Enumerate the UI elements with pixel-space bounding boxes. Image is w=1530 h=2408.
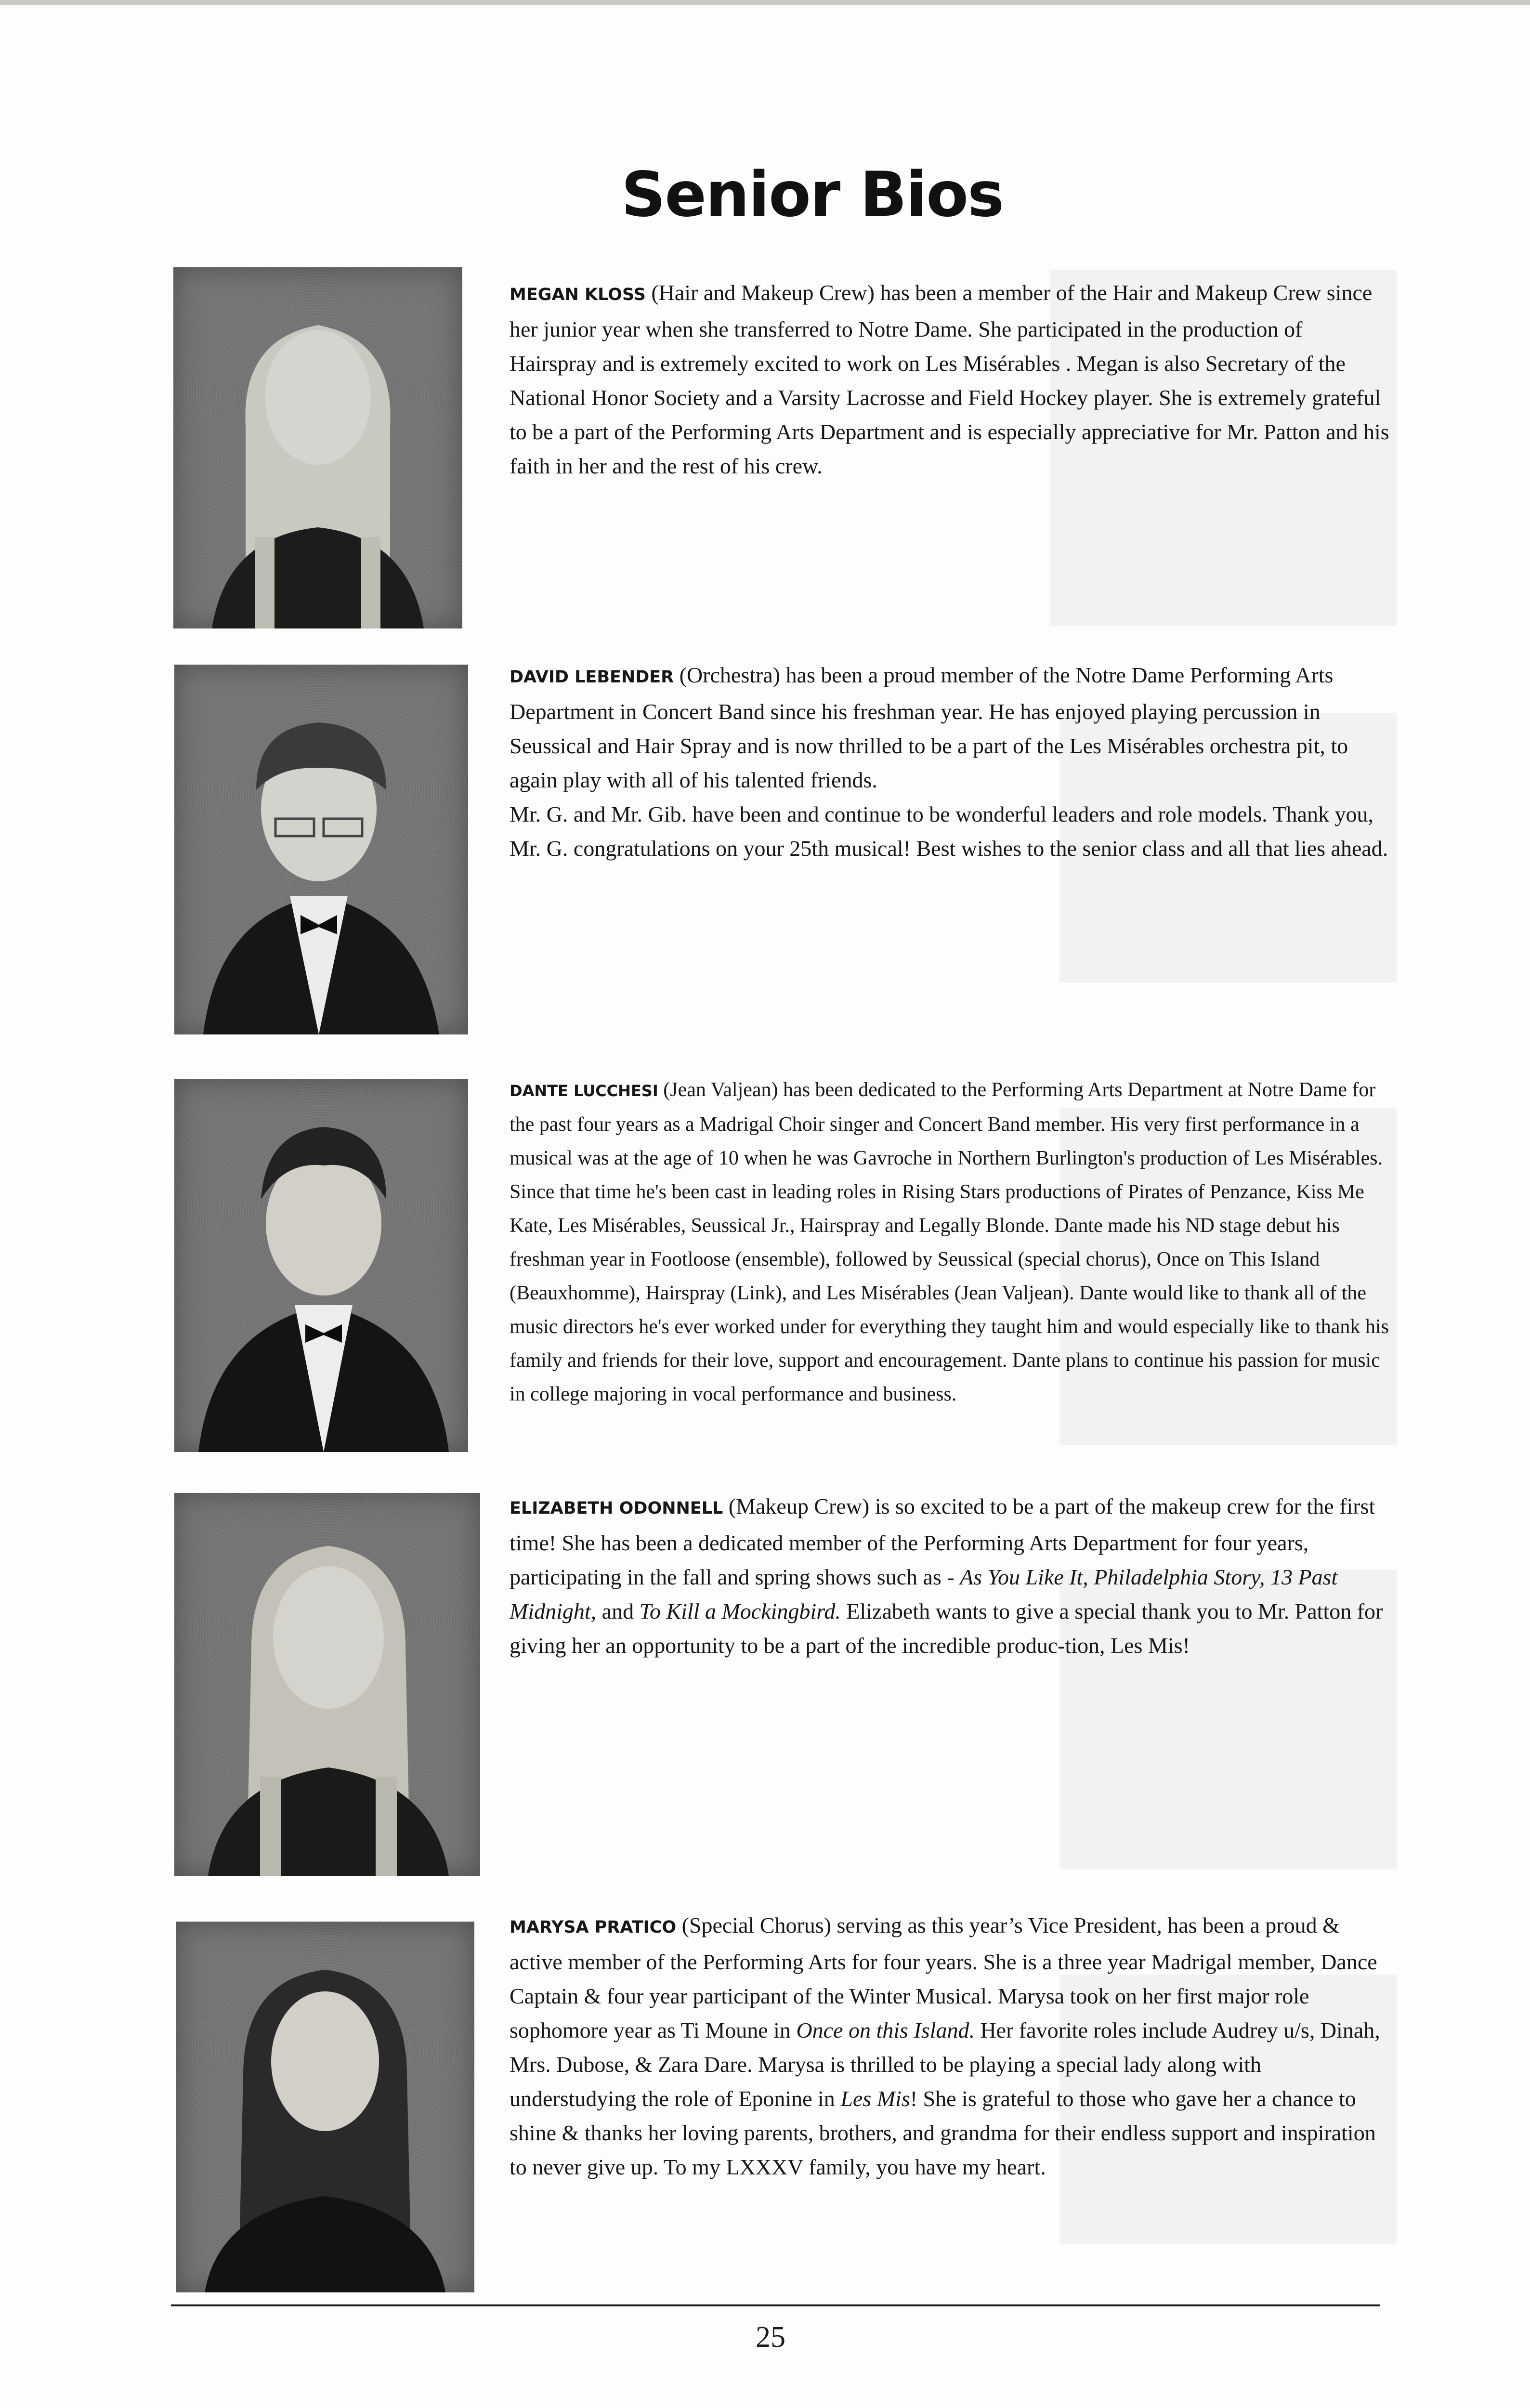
bio-role: (Jean Valjean) — [658, 1079, 778, 1101]
bio-role: (Hair and Makeup Crew) — [645, 280, 875, 305]
bio-paragraph — [510, 658, 1391, 797]
bio-text: and — [596, 1599, 640, 1623]
bio-text: ! She is grateful to those who gave her a chance to shine & thanks her loving parents, brothers, and grandma for their endless support and inspiration to never give up. To my LXXXV family, you have my heart. — [510, 2086, 1376, 2179]
bio-role: (Special Chorus) — [676, 1913, 832, 1937]
portrait-photo-elizabeth-odonnell — [174, 1493, 480, 1876]
portrait-silhouette — [173, 267, 462, 628]
portrait-silhouette — [174, 1493, 480, 1876]
portrait-silhouette — [176, 1922, 474, 2292]
bio-show-title: To Kill a Mockingbird. — [639, 1599, 841, 1623]
portrait-photo-marysa-pratico — [176, 1922, 474, 2292]
page-title: Senior Bios — [621, 159, 1004, 231]
bio-text: has been dedicated to the Performing Arts Department at Notre Dame for the past four years as a Madrigal Choir singer and Concert Band member. His very first performance in a musical was at the age of 10 when he was Gavroche in Northern Burlington's production of Les Misérables. Since that time he's been cast in leading roles in Rising Stars productions of Pirates of Penzance, Kiss Me Kate, Les Misérables, Seussical Jr., Hairspray and Legally Blonde. Dante made his ND stage debut his freshman year in Footloose (ensemble), followed by Seussical (special chorus), Once on This Island (Beauxhomme), Hairspray (Link), and Les Misérables (Jean Valjean). Dante would like to thank all of the music directors he's ever worked under for everything they taught him and would especially like to thank his family and friends for their love, support and encouragement. Dante plans to continue his passion for music in college majoring in vocal performance and business. — [510, 1079, 1389, 1405]
portrait-photo-dante-lucchesi — [174, 1079, 468, 1452]
bio-show-title: Les Mis — [840, 2086, 910, 2111]
bio-text: is so excited to be a part of the makeup crew for the first time! She has been a dedicated member of the Performing Arts Department for four years, participating in the fall and spring shows such as - — [510, 1494, 1375, 1589]
bio-elizabeth-odonnell — [510, 1489, 1391, 1662]
bio-text: serving as this year’s Vice President, has been a proud & active member of the Performing Arts for four years. She is a three year Madrigal member, Dance Captain & four year participant of the Winter Musical. Marysa took on her first major role sophomore year as Ti Moune in — [510, 1913, 1377, 2042]
bio-text: has been a proud member of the Notre Dame Performing Arts Department in Concert Band since his freshman year. He has enjoyed playing percussion in Seussical and Hair Spray and is now thrilled to be a part of the Les Misérables orchestra pit, to again play with all of his talented friends. — [510, 663, 1348, 792]
portrait-silhouette — [174, 665, 468, 1034]
bio-paragraph: Mr. G. and Mr. Gib. have been and continue to be wonderful leaders and role models. Thank you, Mr. G. congratulations on your 25th musical! Best wishes to the senior class and all that lies ahead. — [510, 802, 1388, 861]
bio-name: DANTE LUCCHESI — [510, 1082, 658, 1100]
bio-name: MEGAN KLOSS — [510, 285, 646, 304]
bio-name: MARYSA PRATICO — [510, 1918, 677, 1937]
page-number: 25 — [756, 2321, 785, 2354]
bio-role: (Orchestra) — [674, 663, 781, 687]
portrait-silhouette — [174, 1079, 468, 1452]
bio-name: ELIZABETH ODONNELL — [510, 1499, 723, 1518]
bio-david-lebender — [510, 658, 1391, 865]
footer-rule — [171, 2304, 1380, 2306]
bio-show-titles: As You Like It, Philadelphia Story, 13 Past Midnight, — [510, 1565, 1338, 1623]
bio-text: has been a member of the Hair and Makeup Crew since her junior year when she transferred to Notre Dame. She participated in the production of Hairspray and is extremely excited to work on Les Misérables . Megan is also Secretary of the National Honor Society and a Varsity Lacrosse and Field Hockey player. She is extremely grateful to be a part of the Performing Arts Department and is especially appreciative for Mr. Patton and his faith in her and the rest of his crew. — [510, 280, 1389, 478]
scan-edge-top — [0, 0, 1530, 5]
bio-megan-kloss — [510, 275, 1391, 483]
bio-show-title: Once on this Island. — [796, 2018, 975, 2042]
portrait-photo-megan-kloss — [173, 267, 462, 628]
bio-marysa-pratico — [510, 1908, 1391, 2184]
bio-role: (Makeup Crew) — [723, 1494, 870, 1518]
bio-text: Her favorite roles include Audrey u/s, Dinah, Mrs. Dubose, & Zara Dare. Marysa is thrilled to be playing a special lady along with understudying the role of Eponine in — [510, 2018, 1380, 2111]
bio-name: DAVID LEBENDER — [510, 667, 674, 687]
bio-text: Elizabeth wants to give a special thank you to Mr. Patton for giving her an opportunity to be a part of the incredible produc-tion, Les Mis! — [510, 1599, 1383, 1658]
portrait-photo-david-lebender — [174, 665, 468, 1034]
bio-dante-lucchesi — [510, 1073, 1391, 1411]
